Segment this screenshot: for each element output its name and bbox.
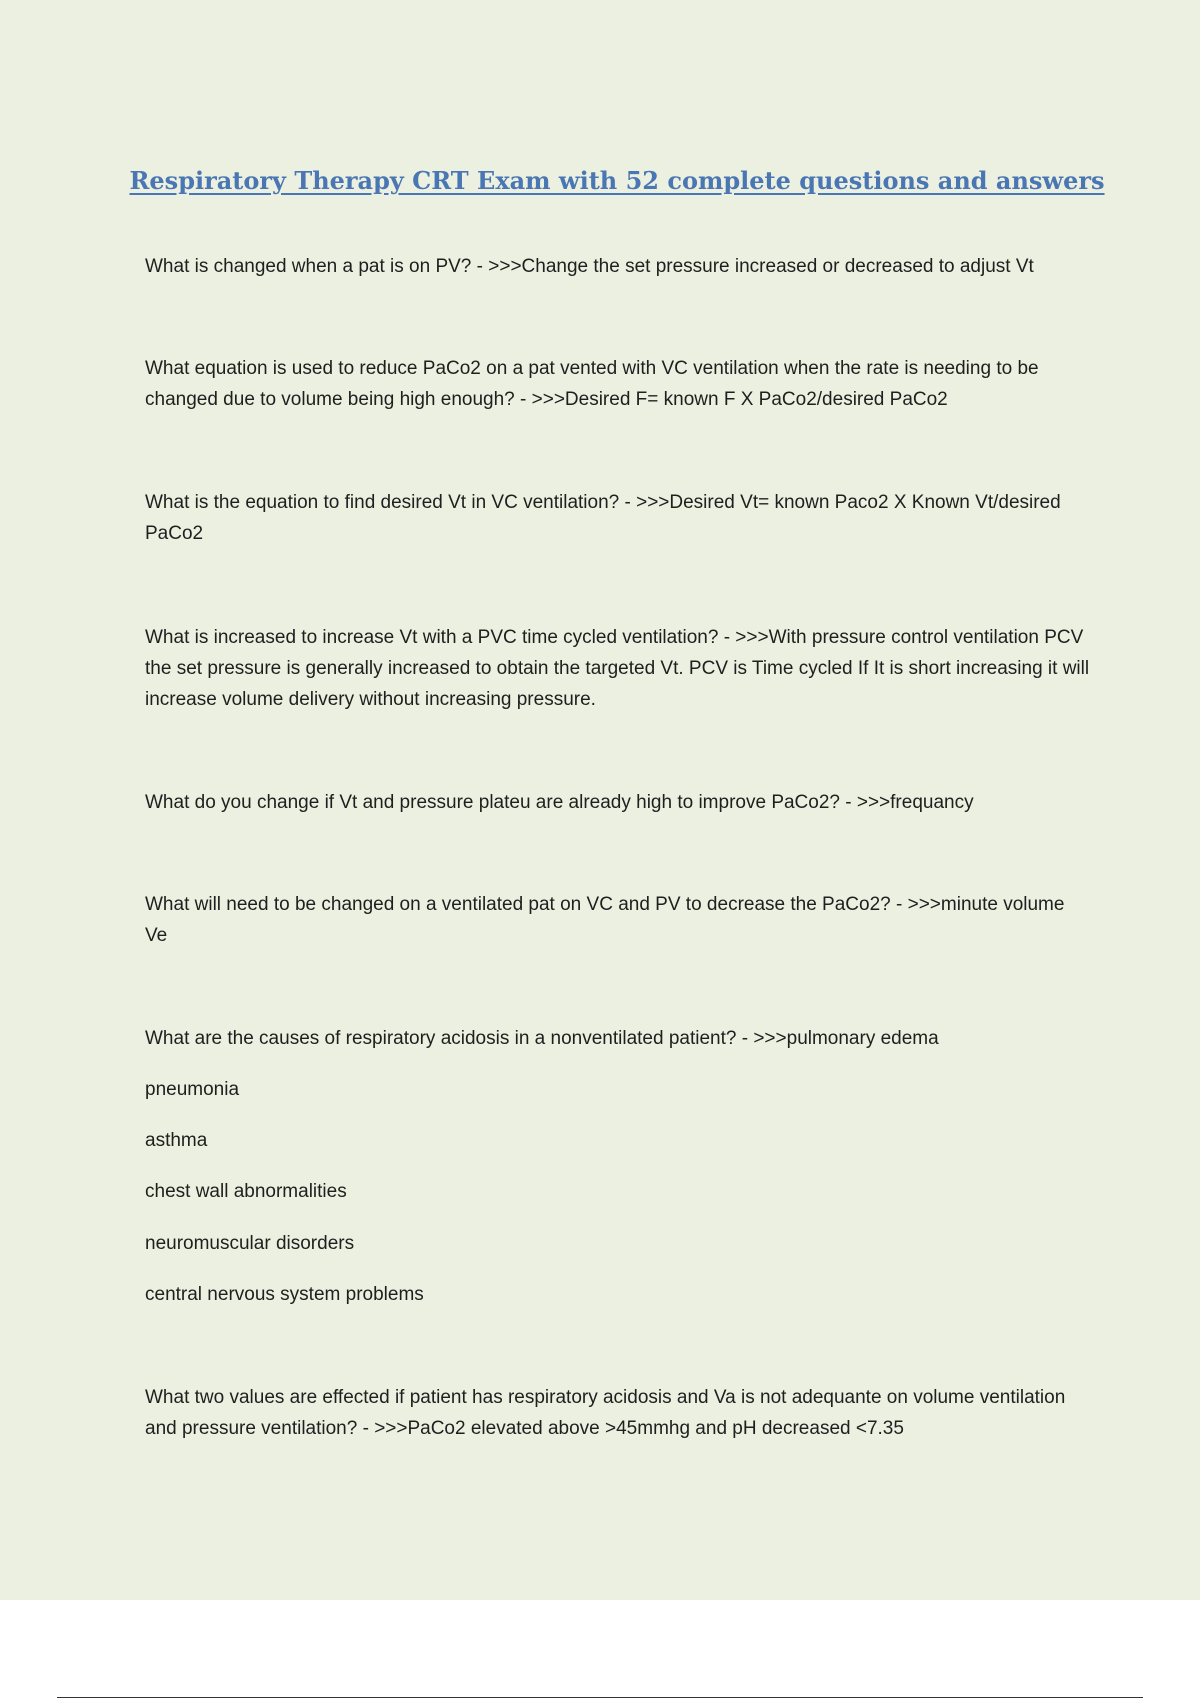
qa-item-4: What is increased to increase Vt with a PVC time cycled ventilation? - >>>With pressure control ventilation PCV the set pressure is generally increased to obtain the targeted Vt. PCV is Time cycled If It is short increasing it will increase volume delivery without increasing pressure. <box>145 627 1090 710</box>
qa-item-7: What are the causes of respiratory acidosis in a nonventilated patient? - >>>pulmonary edema <box>145 1028 939 1049</box>
footer-rule <box>57 1697 1143 1698</box>
cause-item-chest-wall: chest wall abnormalities <box>145 1181 347 1202</box>
qa-item-6: What will need to be changed on a ventilated pat on VC and PV to decrease the PaCo2? - >>>minute volume Ve <box>145 894 1065 946</box>
cause-item-pneumonia: pneumonia <box>145 1079 240 1100</box>
cause-item-asthma: asthma <box>145 1130 208 1151</box>
qa-item-5: What do you change if Vt and pressure plateu are already high to improve PaCo2? - >>>frequancy <box>145 792 974 813</box>
qa-item-8: What two values are effected if patient has respiratory acidosis and Va is not adequante on volume ventilation and pressure ventilation? - >>>PaCo2 elevated above >45mmhg and pH decreased <7.35 <box>145 1387 1066 1439</box>
qa-item-2: What equation is used to reduce PaCo2 on a pat vented with VC ventilation when the rate is needing to be changed due to volume being high enough? - >>>Desired F= known F X PaCo2/desired PaCo2 <box>145 358 1039 410</box>
qa-item-3: What is the equation to find desired Vt in VC ventilation? - >>>Desired Vt= known Paco2 X Known Vt/desired PaCo2 <box>145 492 1061 544</box>
cause-item-neuromuscular: neuromuscular disorders <box>145 1233 355 1254</box>
document-title: Respiratory Therapy CRT Exam with 52 complete questions and answers <box>129 166 1105 195</box>
cause-item-cns: central nervous system problems <box>145 1284 424 1305</box>
qa-item-1: What is changed when a pat is on PV? - >>>Change the set pressure increased or decreased to adjust Vt <box>145 256 1034 277</box>
